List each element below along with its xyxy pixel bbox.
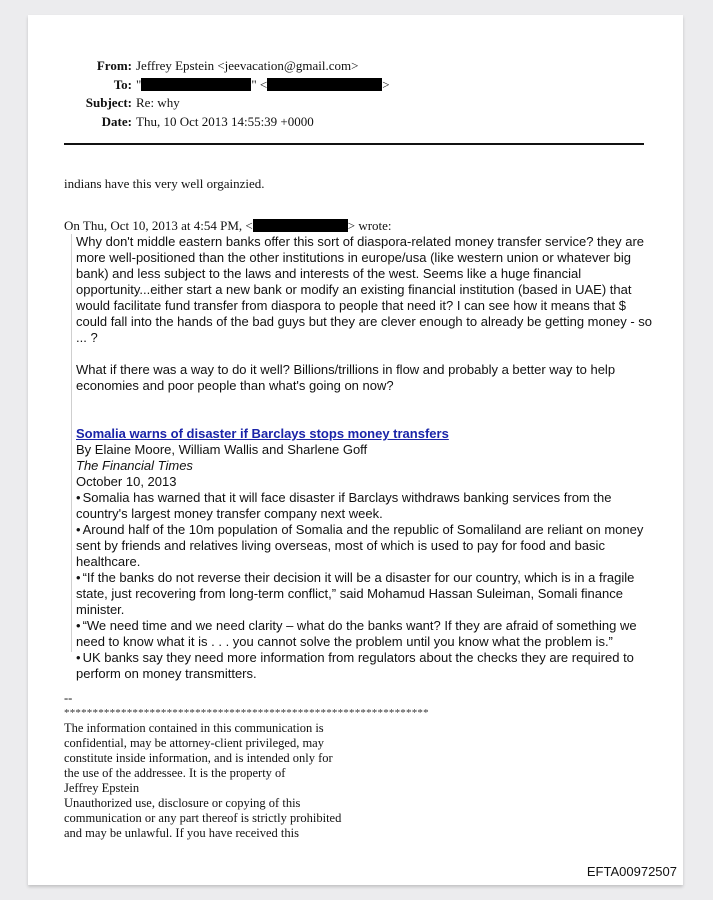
disclaimer-line: confidential, may be attorney-client privileged, may bbox=[64, 736, 324, 750]
bates-number: EFTA00972507 bbox=[586, 864, 677, 879]
disclaimer-line: constitute inside information, and is intended only for bbox=[64, 751, 333, 765]
redaction-box bbox=[141, 78, 251, 91]
redaction-box bbox=[267, 78, 382, 91]
quoted-paragraph: Why don't middle eastern banks offer this sort of diaspora-related money transfer service? they are more well-positioned than the other institutions in europe/usa (like western union or whatever big bank) and less subject to the laws and interests of the west. Seems like a huge financial opportunity...either start a new bank or modify an existing financial institution (based in UAE) that would facilitate fund transfer from diaspora to people that need it? I can see how it means that $ could fall into the hands of the bad guys but they are clever enough to already be getting money - so ... ? bbox=[76, 234, 652, 345]
article-bullet: • “We need time and we need clarity – what do the banks want? If they are afraid of something we need to know what it is . . . you cannot solve the problem until you know what the problem is.” bbox=[76, 618, 656, 650]
to-value bbox=[136, 76, 390, 95]
email-signature bbox=[64, 691, 429, 841]
article-link[interactable]: Somalia warns of disaster if Barclays stops money transfers bbox=[76, 426, 449, 441]
article-byline: By Elaine Moore, William Wallis and Sharlene Goff bbox=[76, 442, 368, 457]
disclaimer-line: Jeffrey Epstein bbox=[64, 781, 140, 795]
date-row bbox=[28, 113, 390, 132]
header-divider bbox=[64, 143, 644, 145]
attribution-prefix: On Thu, Oct 10, 2013 at 4:54 PM, < bbox=[64, 218, 253, 233]
subject-value: Re: why bbox=[136, 95, 180, 110]
article-publication: The Financial Times bbox=[76, 458, 193, 473]
disclaimer-line: The information contained in this communication is bbox=[64, 721, 324, 735]
document-page bbox=[28, 15, 683, 885]
subject-label: Subject: bbox=[85, 95, 132, 110]
date-label: Date: bbox=[101, 113, 132, 129]
to-label: To: bbox=[113, 76, 132, 92]
disclaimer-line: Unauthorized use, disclosure or copying of this bbox=[64, 796, 301, 810]
article-bullet: • UK banks say they need more information from regulators about the checks they are required to perform on money transmitters. bbox=[76, 650, 656, 682]
disclaimer-line: and may be unlawful. If you have received this bbox=[64, 826, 299, 840]
disclaimer-line: the use of the addressee. It is the property of bbox=[64, 766, 286, 780]
article-bullet: • Somalia has warned that it will face disaster if Barclays withdraws banking services from the country's largest money transfer company next week. bbox=[76, 490, 656, 522]
to-close: > bbox=[382, 76, 390, 92]
quoted-paragraph: What if there was a way to do it well? Billions/trillions in flow and probably a better way to help economies and poor people than what's going on now? bbox=[76, 362, 616, 393]
disclaimer-line: communication or any part thereof is strictly prohibited bbox=[64, 811, 342, 825]
redaction-box bbox=[253, 219, 348, 232]
quote-attribution bbox=[64, 218, 392, 234]
quoted-message bbox=[71, 234, 656, 681]
to-quote-close: " < bbox=[251, 76, 268, 92]
email-header bbox=[28, 57, 390, 131]
from-label: From: bbox=[96, 58, 132, 73]
signature-dashes: -- bbox=[64, 691, 73, 705]
date-value: Thu, 10 Oct 2013 14:55:39 +0000 bbox=[136, 113, 314, 129]
article-bullet: • “If the banks do not reverse their decision it will be a disaster for our country, which is in a fragile state, just recovering from long-term conflict,” said Mohamud Hassan Suleiman, Somali finance minister. bbox=[76, 570, 656, 618]
from-value: Jeffrey Epstein <jeevacation@gmail.com> bbox=[136, 58, 359, 73]
signature-stars: **************************************************************** bbox=[64, 707, 429, 719]
from-row bbox=[28, 57, 390, 76]
article-bullet: • Around half of the 10m population of Somalia and the republic of Somaliland are reliant on money sent by friends and relatives living overseas, most of which is used to pay for food and basic healthcare. bbox=[76, 522, 656, 570]
attribution-suffix: > wrote: bbox=[347, 218, 392, 233]
article-date: October 10, 2013 bbox=[76, 474, 177, 489]
to-quote-open: " bbox=[136, 76, 142, 92]
to-row bbox=[28, 76, 390, 95]
reply-text: indians have this very well orgainzied. bbox=[64, 176, 265, 191]
subject-row bbox=[28, 94, 390, 113]
